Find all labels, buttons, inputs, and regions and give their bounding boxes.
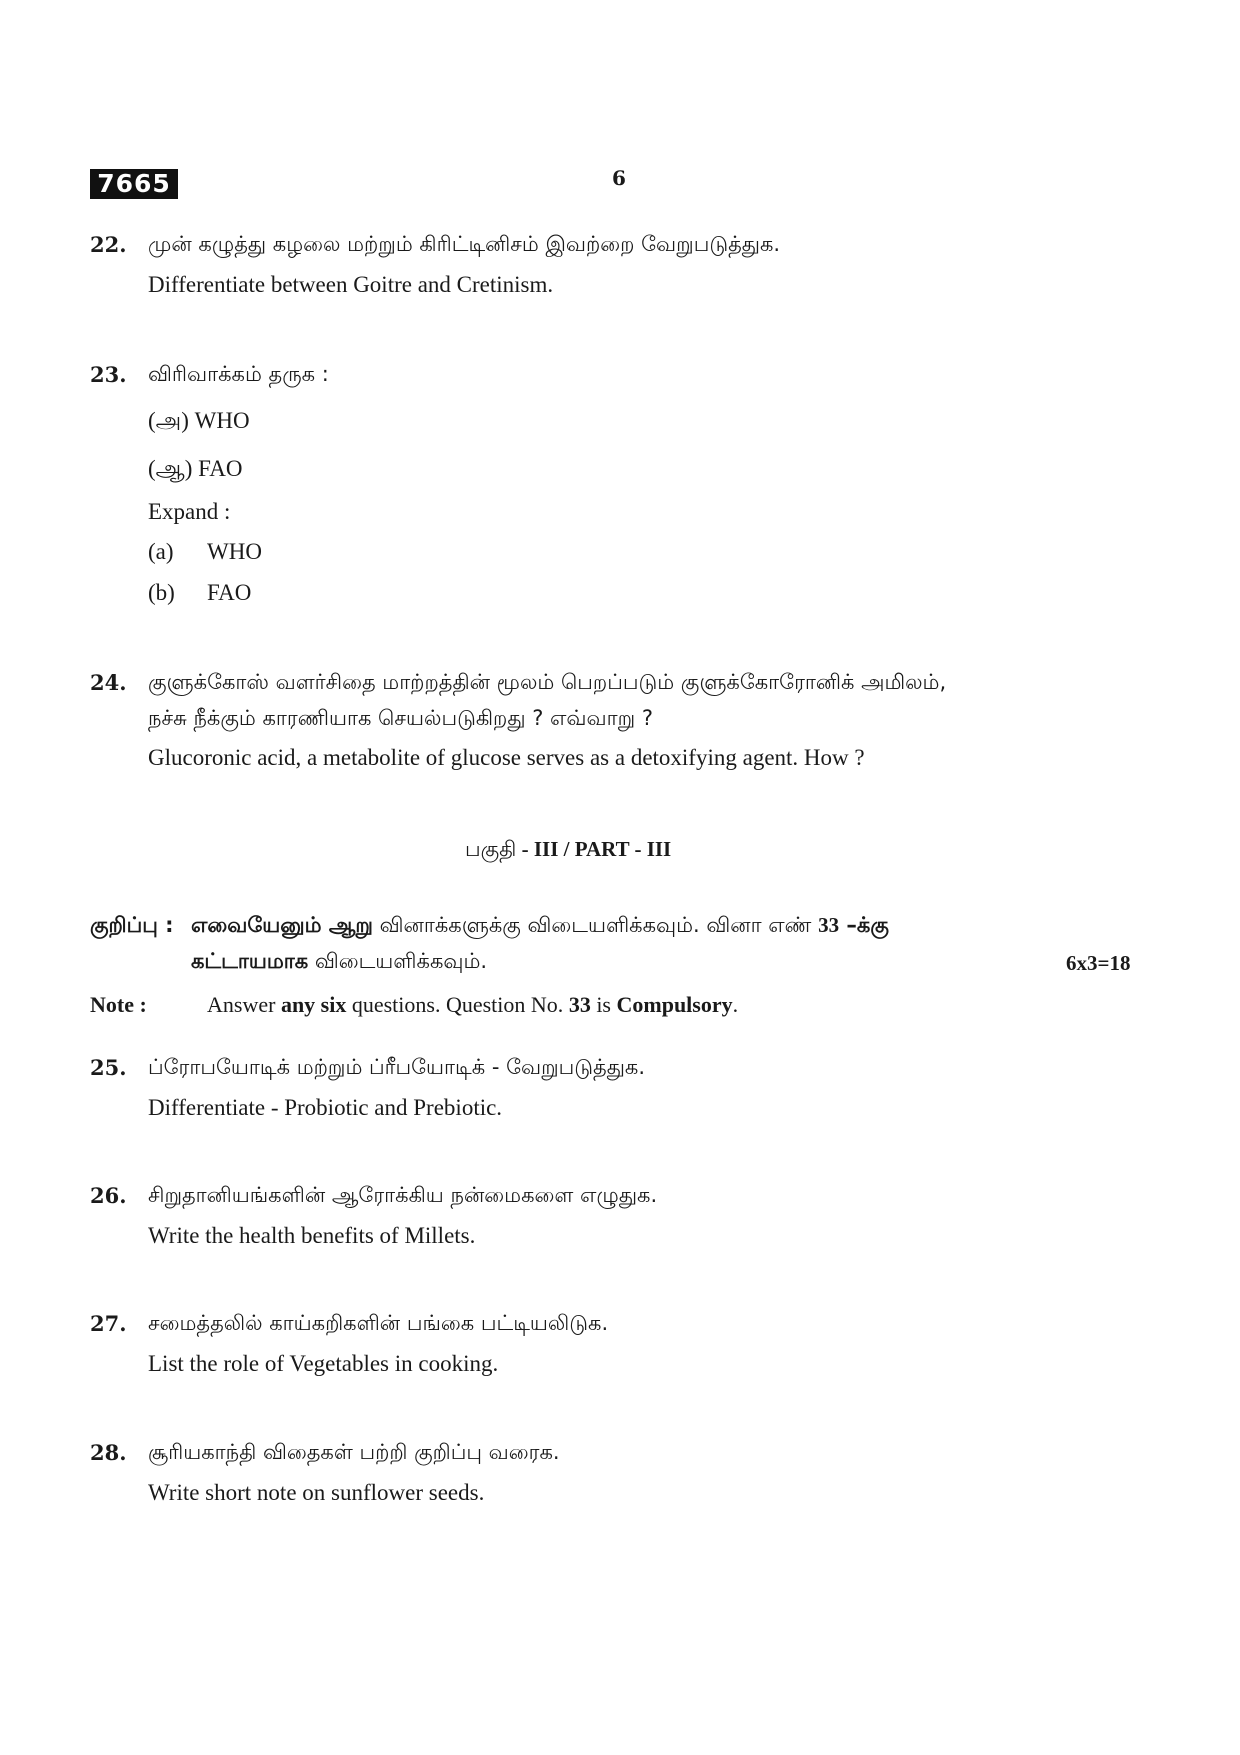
question-number: 23.: [90, 362, 127, 387]
note-tamil-line1: [191, 913, 889, 940]
part-heading-english: - III / PART - III: [516, 837, 672, 861]
part-heading-tamil: பகுதி: [465, 837, 517, 861]
option-label: (a): [148, 539, 174, 564]
note-text: questions. Question No.: [346, 992, 569, 1017]
question-number: 27.: [90, 1311, 127, 1336]
note-emphasis: Compulsory: [616, 992, 733, 1017]
option-text: FAO: [207, 580, 252, 605]
question-english: Differentiate between Goitre and Cretinism.: [148, 272, 554, 297]
question-number: 28.: [90, 1440, 127, 1465]
option-label: (b): [148, 580, 175, 605]
question-number: 24.: [90, 670, 127, 695]
paper-code-badge: 7665: [90, 169, 178, 199]
note-text: .: [732, 992, 739, 1017]
note-label-tamil: குறிப்பு :: [90, 913, 174, 937]
question-tamil: குளுக்கோஸ் வளர்சிதை மாற்றத்தின் மூலம் பெறப்படும் குளுக்கோரோனிக் அமிலம்,: [148, 670, 947, 694]
option-text: WHO: [207, 539, 262, 564]
note-text: is: [590, 992, 617, 1017]
question-number: 22.: [90, 232, 127, 257]
question-tamil: சிறுதானியங்களின் ஆரோக்கிய நன்மைகளை எழுதுக.: [148, 1183, 658, 1207]
marks-allocation: 6x3=18: [1066, 951, 1131, 975]
note-tamil-line2: [191, 949, 487, 976]
note-emphasis: 33: [568, 992, 591, 1017]
question-tamil: முன் கழுத்து கழலை மற்றும் கிரிட்டினிசம் இவற்றை வேறுபடுத்துக.: [148, 232, 781, 256]
question-english: Glucoronic acid, a metabolite of glucose serves as a detoxifying agent. How ?: [148, 745, 865, 770]
option-tamil: (அ) WHO: [148, 408, 250, 433]
note-english: [207, 992, 738, 1018]
question-number: 25.: [90, 1055, 127, 1080]
note-label-english: Note :: [90, 992, 147, 1017]
question-tamil: சூரியகாந்தி விதைகள் பற்றி குறிப்பு வரைக.: [148, 1440, 560, 1464]
option-tamil: (ஆ) FAO: [148, 456, 243, 481]
note-text: –க்கு: [839, 913, 889, 937]
note-emphasis: any six: [280, 992, 347, 1017]
page-number: 6: [612, 166, 626, 190]
note-emphasis: கட்டாயமாக: [191, 949, 309, 973]
note-text: Answer: [207, 992, 281, 1017]
question-tamil: சமைத்தலில் காய்கறிகளின் பங்கை பட்டியலிடுக.: [148, 1311, 609, 1335]
question-tamil-continued: நச்சு நீக்கும் காரணியாக செயல்படுகிறது ? எவ்வாறு ?: [148, 706, 653, 730]
question-english: Write short note on sunflower seeds.: [148, 1480, 485, 1505]
question-number: 26.: [90, 1183, 127, 1208]
expand-label: Expand :: [148, 499, 231, 524]
question-tamil: ப்ரோபயோடிக் மற்றும் ப்ரீபயோடிக் - வேறுபடுத்துக.: [148, 1055, 646, 1079]
note-text: வினாக்களுக்கு விடையளிக்கவும். வினா எண்: [372, 913, 819, 937]
note-number: 33: [818, 913, 840, 937]
question-tamil: விரிவாக்கம் தருக :: [148, 362, 329, 386]
question-english: Differentiate - Probiotic and Prebiotic.: [148, 1095, 503, 1120]
question-english: Write the health benefits of Millets.: [148, 1223, 476, 1248]
part-heading: [465, 837, 671, 864]
note-emphasis: எவையேனும் ஆறு: [191, 913, 373, 937]
note-text: விடையளிக்கவும்.: [308, 949, 488, 973]
question-english: List the role of Vegetables in cooking.: [148, 1351, 499, 1376]
